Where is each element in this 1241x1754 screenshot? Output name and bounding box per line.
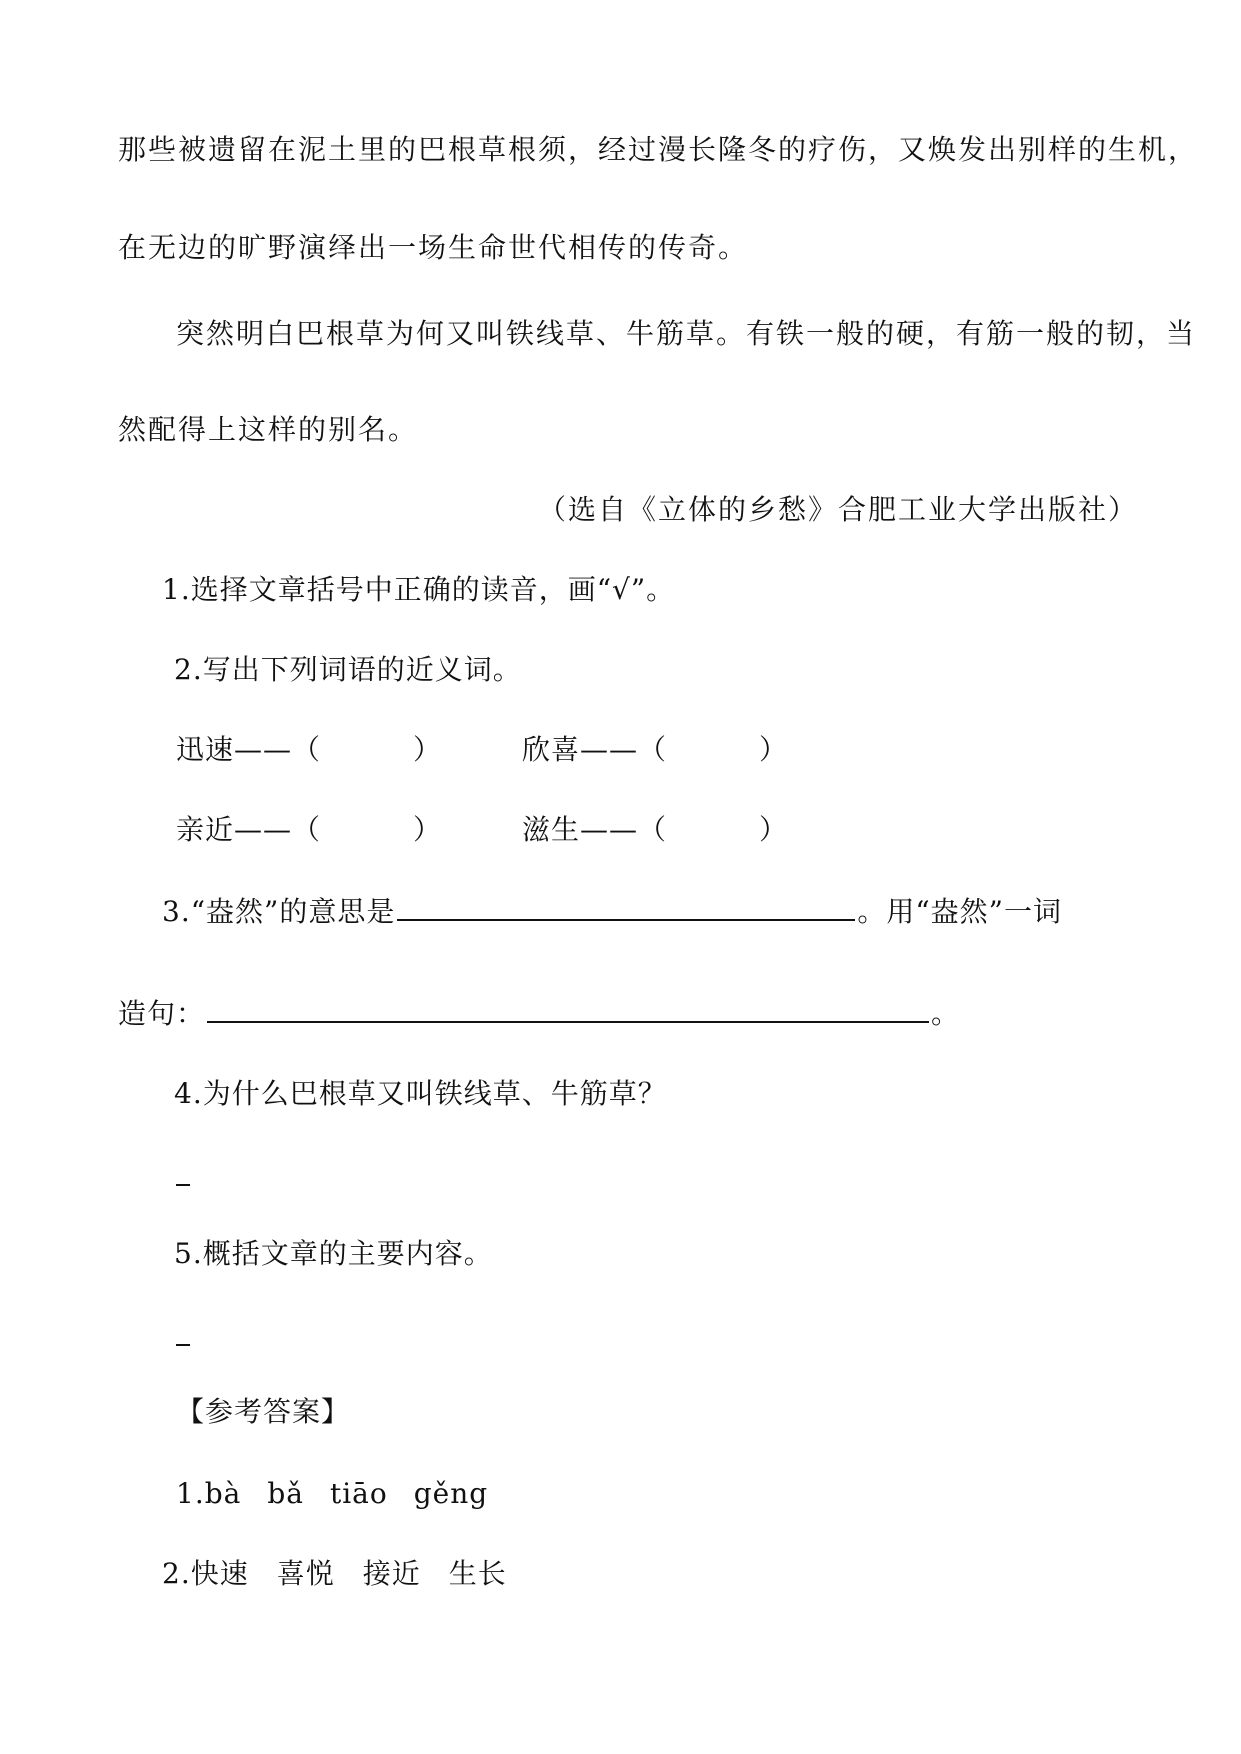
question-3-line-1 — [162, 892, 1062, 932]
synonym-close: ） — [413, 813, 443, 846]
synonym-item — [522, 810, 788, 850]
answer-2 — [162, 1554, 507, 1594]
sentence-end: 。 — [931, 997, 961, 1030]
question-2: 2.写出下列词语的近义词。 — [174, 653, 522, 686]
passage-source: （选自《立体的乡愁》合肥工业大学出版社） — [538, 493, 1139, 526]
synonym-close: ） — [759, 813, 789, 846]
question-3-line-2 — [118, 994, 960, 1034]
answer-1-item: gěng — [413, 1477, 489, 1510]
synonym-word: 欣喜——（ — [522, 733, 668, 766]
synonym-item — [176, 730, 442, 770]
synonym-word: 迅速——（ — [176, 733, 322, 766]
passage-line-4: 然配得上这样的别名。 — [118, 413, 419, 446]
answer-2-item: 生长 — [448, 1557, 507, 1590]
answer-1 — [176, 1474, 488, 1514]
answer-1-item: bǎ — [267, 1477, 304, 1510]
question-3-prompt: 3.“盎然”的意思是 — [162, 895, 396, 928]
passage-line-2: 在无边的旷野演绎出一场生命世代相传的传奇。 — [118, 231, 749, 264]
meaning-blank[interactable] — [397, 893, 855, 921]
passage-line-1: 那些被遗留在泥土里的巴根草根须，经过漫长隆冬的疗伤，又焕发出别样的生机， — [118, 133, 1199, 166]
synonym-close: ） — [759, 733, 789, 766]
question-1: 1.选择文章括号中正确的读音，画“√”。 — [162, 573, 676, 606]
answer-2-item: 喜悦 — [276, 1557, 335, 1590]
answer-1-item: tiāo — [329, 1477, 388, 1510]
synonym-item — [522, 730, 788, 770]
question-4: 4.为什么巴根草又叫铁线草、牛筋草？ — [174, 1077, 667, 1110]
sentence-blank[interactable] — [207, 995, 929, 1023]
question-5: 5.概括文章的主要内容。 — [174, 1237, 493, 1270]
synonym-item — [176, 810, 442, 850]
passage-line-3: 突然明白巴根草为何又叫铁线草、牛筋草。有铁一般的硬，有筋一般的韧，当 — [176, 317, 1197, 350]
synonym-word: 亲近——（ — [176, 813, 322, 846]
answer-1-item: 1.bà — [176, 1477, 242, 1510]
question-3-followup: 。用“盎然”一词 — [857, 895, 1062, 928]
synonym-close: ） — [413, 733, 443, 766]
sentence-label: 造句： — [118, 997, 206, 1030]
answer-blank-4[interactable] — [176, 1184, 190, 1186]
synonym-word: 滋生——（ — [522, 813, 668, 846]
answer-2-item: 接近 — [362, 1557, 421, 1590]
answer-blank-5[interactable] — [176, 1344, 190, 1346]
answers-heading: 【参考答案】 — [176, 1395, 351, 1428]
answer-2-item: 2.快速 — [162, 1557, 249, 1590]
